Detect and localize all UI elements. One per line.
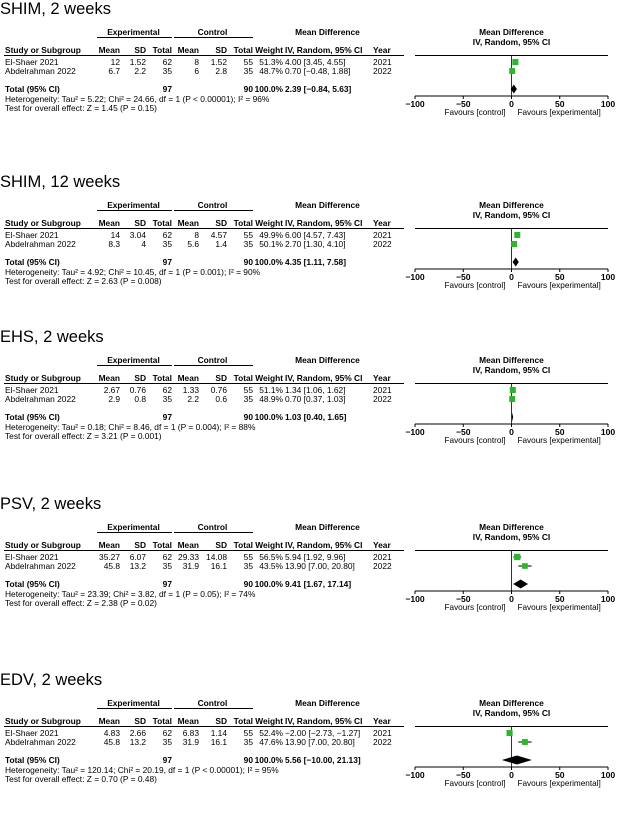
study-year: 2021 [373, 57, 392, 67]
study-c-mean: 2.2 [187, 394, 199, 404]
total-weight: 100.0% [254, 84, 283, 94]
pooled-diamond [512, 413, 513, 422]
x-tick-label: −100 [405, 427, 425, 437]
study-weight: 49.9% [259, 230, 283, 240]
study-c-mean: 6.83 [182, 728, 199, 738]
study-e-total: 62 [162, 57, 172, 67]
study-point [511, 241, 517, 247]
study-c-total: 35 [243, 561, 253, 571]
study-c-total: 55 [243, 230, 253, 240]
study-year: 2021 [373, 728, 392, 738]
weight-header: Weight [255, 540, 283, 550]
study-e-total: 62 [162, 552, 172, 562]
c-sd-header: SD [215, 218, 227, 228]
total-weight: 100.0% [254, 257, 283, 267]
experimental-header: Experimental [107, 522, 160, 532]
forest-mean-difference-header: Mean Difference [479, 355, 544, 365]
total-e-total: 97 [162, 755, 172, 765]
panel-title: SHIM, 2 weeks [0, 0, 111, 18]
total-label: Total (95% CI) [5, 84, 60, 94]
study-e-mean: 2.9 [108, 394, 120, 404]
favours-control-label: Favours [control] [444, 436, 506, 445]
study-point [510, 387, 516, 393]
favours-experimental-label: Favours [experimental] [517, 281, 601, 290]
pooled-diamond [513, 258, 519, 267]
x-tick-label: −50 [455, 770, 471, 780]
pooled-diamond [502, 756, 532, 765]
heterogeneity-text: Heterogeneity: Tau² = 0.18; Chi² = 8.46, df = 1 (P = 0.004); I² = 88% [5, 422, 256, 432]
study-c-total: 55 [243, 385, 253, 395]
weight-header: Weight [255, 716, 283, 726]
study-c-mean: 1.33 [182, 385, 199, 395]
x-tick-label: 50 [554, 594, 565, 604]
control-header: Control [197, 522, 228, 532]
study-year: 2021 [373, 230, 392, 240]
study-c-sd: 4.57 [210, 230, 227, 240]
total-e-total: 97 [162, 579, 172, 589]
forest-panel [0, 671, 625, 821]
weight-header: Weight [255, 45, 283, 55]
study-study: Abdelrahman 2022 [5, 66, 76, 76]
experimental-header: Experimental [107, 698, 160, 708]
study-header: Study or Subgroup [5, 540, 81, 550]
forest-method-header: IV, Random, 95% CI [472, 210, 551, 220]
mean-difference-header: Mean Difference [295, 200, 360, 210]
study-ci: 5.94 [1.92, 9.96] [285, 552, 346, 562]
heterogeneity-text: Heterogeneity: Tau² = 23.39; Chi² = 3.82, df = 1 (P = 0.05); I² = 74% [5, 589, 256, 599]
study-c-total: 55 [243, 57, 253, 67]
forest-mean-difference-header: Mean Difference [479, 522, 544, 532]
e-total-header: Total [152, 218, 172, 228]
total-ci: 2.39 [−0.84, 5.63] [285, 84, 352, 94]
total-c-total: 90 [243, 84, 253, 94]
total-ci: 1.03 [0.40, 1.65] [285, 412, 347, 422]
study-e-sd: 2.2 [134, 66, 146, 76]
study-header: Study or Subgroup [5, 218, 81, 228]
x-tick-label: 0 [509, 594, 514, 604]
forest-method-header: IV, Random, 95% CI [472, 37, 551, 47]
e-mean-header: Mean [98, 540, 120, 550]
study-e-mean: 35.27 [99, 552, 120, 562]
study-year: 2022 [373, 394, 392, 404]
overall-effect-text: Test for overall effect: Z = 2.63 (P = 0.008) [5, 276, 162, 286]
study-weight: 51.1% [259, 385, 283, 395]
study-ci: −2.00 [−2.73, −1.27] [285, 728, 361, 738]
study-study: El-Shaer 2021 [5, 385, 59, 395]
panel-title: PSV, 2 weeks [0, 495, 102, 513]
study-study: El-Shaer 2021 [5, 728, 59, 738]
total-ci: 4.35 [1.11, 7.58] [285, 257, 346, 267]
study-study: Abdelrahman 2022 [5, 394, 76, 404]
total-c-total: 90 [243, 412, 253, 422]
study-weight: 47.6% [259, 737, 283, 747]
total-ci: 9.41 [1.67, 17.14] [285, 579, 352, 589]
e-sd-header: SD [134, 45, 146, 55]
study-e-total: 35 [162, 66, 172, 76]
total-ci: 5.56 [−10.00, 21.13] [285, 755, 361, 765]
year-header: Year [373, 45, 391, 55]
e-total-header: Total [152, 716, 172, 726]
e-total-header: Total [152, 373, 172, 383]
study-study: Abdelrahman 2022 [5, 561, 76, 571]
e-sd-header: SD [134, 373, 146, 383]
favours-experimental-label: Favours [experimental] [517, 603, 601, 612]
overall-effect-text: Test for overall effect: Z = 0.70 (P = 0.48) [5, 774, 157, 784]
heterogeneity-text: Heterogeneity: Tau² = 120.14; Chi² = 20.19, df = 1 (P < 0.00001); I² = 95% [5, 765, 279, 775]
total-c-total: 90 [243, 257, 253, 267]
study-e-total: 35 [162, 561, 172, 571]
study-e-mean: 45.8 [103, 561, 120, 571]
study-study: Abdelrahman 2022 [5, 239, 76, 249]
year-header: Year [373, 218, 391, 228]
e-sd-header: SD [134, 716, 146, 726]
study-c-mean: 31.9 [182, 737, 199, 747]
x-tick-label: 50 [554, 427, 565, 437]
x-tick-label: 50 [554, 272, 565, 282]
c-mean-header: Mean [177, 45, 199, 55]
study-e-sd: 13.2 [129, 561, 146, 571]
forest-plot [0, 0, 625, 150]
study-study: El-Shaer 2021 [5, 230, 59, 240]
control-header: Control [197, 355, 228, 365]
c-total-header: Total [233, 716, 253, 726]
c-mean-header: Mean [177, 540, 199, 550]
heterogeneity-text: Heterogeneity: Tau² = 4.92; Chi² = 10.45, df = 1 (P = 0.001); I² = 90% [5, 267, 261, 277]
x-tick-label: −50 [455, 427, 471, 437]
total-weight: 100.0% [254, 755, 283, 765]
study-c-sd: 0.76 [210, 385, 227, 395]
x-tick-label: −100 [405, 594, 425, 604]
forest-plot [0, 671, 625, 821]
favours-control-label: Favours [control] [444, 281, 506, 290]
study-e-total: 35 [162, 239, 172, 249]
favours-control-label: Favours [control] [444, 603, 506, 612]
e-total-header: Total [152, 540, 172, 550]
study-e-mean: 8.3 [108, 239, 120, 249]
study-c-sd: 1.52 [210, 57, 227, 67]
study-e-sd: 6.07 [129, 552, 146, 562]
total-label: Total (95% CI) [5, 755, 60, 765]
forest-mean-difference-header: Mean Difference [479, 698, 544, 708]
favours-experimental-label: Favours [experimental] [517, 108, 601, 117]
study-e-total: 35 [162, 737, 172, 747]
overall-effect-text: Test for overall effect: Z = 3.21 (P = 0.001) [5, 431, 162, 441]
study-year: 2022 [373, 737, 392, 747]
control-header: Control [197, 200, 228, 210]
total-label: Total (95% CI) [5, 257, 60, 267]
e-sd-header: SD [134, 540, 146, 550]
study-c-mean: 29.33 [178, 552, 199, 562]
forest-panel [0, 0, 625, 150]
study-ci: 4.00 [3.45, 4.55] [285, 57, 346, 67]
method-header: IV, Random, 95% CI [285, 45, 363, 55]
study-c-sd: 1.4 [215, 239, 227, 249]
study-ci: 13.90 [7.00, 20.80] [285, 561, 355, 571]
method-header: IV, Random, 95% CI [285, 716, 363, 726]
panel-title: EDV, 2 weeks [0, 671, 103, 689]
total-weight: 100.0% [254, 412, 283, 422]
total-label: Total (95% CI) [5, 579, 60, 589]
x-tick-label: 100 [600, 770, 616, 780]
forest-method-header: IV, Random, 95% CI [472, 532, 551, 542]
study-c-total: 35 [243, 66, 253, 76]
study-e-sd: 4 [141, 239, 146, 249]
study-weight: 43.5% [259, 561, 283, 571]
control-header: Control [197, 27, 228, 37]
forest-plot [0, 173, 625, 323]
study-ci: 13.90 [7.00, 20.80] [285, 737, 355, 747]
study-e-sd: 0.8 [134, 394, 146, 404]
c-sd-header: SD [215, 45, 227, 55]
e-mean-header: Mean [98, 45, 120, 55]
favours-control-label: Favours [control] [444, 779, 506, 788]
control-header: Control [197, 698, 228, 708]
total-e-total: 97 [162, 257, 172, 267]
e-total-header: Total [152, 45, 172, 55]
forest-plot [0, 328, 625, 478]
study-e-sd: 13.2 [129, 737, 146, 747]
study-c-sd: 16.1 [210, 737, 227, 747]
study-header: Study or Subgroup [5, 373, 81, 383]
x-tick-label: 100 [600, 427, 616, 437]
study-c-total: 55 [243, 552, 253, 562]
c-mean-header: Mean [177, 218, 199, 228]
study-e-sd: 1.52 [129, 57, 146, 67]
x-tick-label: 100 [600, 272, 616, 282]
study-c-total: 35 [243, 394, 253, 404]
study-point [514, 232, 520, 238]
study-year: 2022 [373, 239, 392, 249]
pooled-diamond [513, 580, 528, 589]
study-c-mean: 8 [194, 230, 199, 240]
study-weight: 51.3% [259, 57, 283, 67]
x-tick-label: 0 [509, 770, 514, 780]
study-e-total: 62 [162, 728, 172, 738]
experimental-header: Experimental [107, 355, 160, 365]
study-c-mean: 8 [194, 57, 199, 67]
study-e-mean: 14 [110, 230, 120, 240]
study-c-sd: 2.8 [215, 66, 227, 76]
experimental-header: Experimental [107, 27, 160, 37]
study-point [514, 554, 520, 560]
year-header: Year [373, 716, 391, 726]
study-year: 2021 [373, 385, 392, 395]
year-header: Year [373, 540, 391, 550]
forest-method-header: IV, Random, 95% CI [472, 365, 551, 375]
study-c-sd: 0.6 [215, 394, 227, 404]
c-total-header: Total [233, 45, 253, 55]
study-c-mean: 5.6 [187, 239, 199, 249]
overall-effect-text: Test for overall effect: Z = 2.38 (P = 0.02) [5, 598, 157, 608]
study-e-mean: 4.83 [103, 728, 120, 738]
forest-method-header: IV, Random, 95% CI [472, 708, 551, 718]
study-e-total: 62 [162, 385, 172, 395]
x-tick-label: 100 [600, 594, 616, 604]
study-c-sd: 14.08 [206, 552, 227, 562]
study-e-total: 62 [162, 230, 172, 240]
study-point [522, 739, 528, 745]
study-e-sd: 2.66 [129, 728, 146, 738]
study-study: Abdelrahman 2022 [5, 737, 76, 747]
weight-header: Weight [255, 218, 283, 228]
total-c-total: 90 [243, 755, 253, 765]
x-tick-label: 0 [509, 99, 514, 109]
weight-header: Weight [255, 373, 283, 383]
e-mean-header: Mean [98, 218, 120, 228]
panel-title: SHIM, 12 weeks [0, 173, 121, 191]
study-header: Study or Subgroup [5, 716, 81, 726]
study-year: 2022 [373, 561, 392, 571]
year-header: Year [373, 373, 391, 383]
study-point [522, 563, 528, 569]
total-label: Total (95% CI) [5, 412, 60, 422]
study-weight: 50.1% [259, 239, 283, 249]
method-header: IV, Random, 95% CI [285, 540, 363, 550]
study-c-sd: 16.1 [210, 561, 227, 571]
forest-panel [0, 495, 625, 645]
method-header: IV, Random, 95% CI [285, 218, 363, 228]
study-ci: 1.34 [1.06, 1.62] [285, 385, 346, 395]
forest-panel [0, 173, 625, 323]
c-total-header: Total [233, 373, 253, 383]
study-c-sd: 1.14 [210, 728, 227, 738]
c-sd-header: SD [215, 540, 227, 550]
forest-mean-difference-header: Mean Difference [479, 27, 544, 37]
study-weight: 52.4% [259, 728, 283, 738]
study-year: 2021 [373, 552, 392, 562]
forest-mean-difference-header: Mean Difference [479, 200, 544, 210]
study-study: El-Shaer 2021 [5, 552, 59, 562]
x-tick-label: 0 [509, 427, 514, 437]
experimental-header: Experimental [107, 200, 160, 210]
x-tick-label: 50 [554, 99, 565, 109]
x-tick-label: 0 [509, 272, 514, 282]
x-tick-label: −50 [455, 594, 471, 604]
study-point [509, 68, 515, 74]
study-point [509, 396, 515, 402]
study-ci: 2.70 [1.30, 4.10] [285, 239, 346, 249]
x-tick-label: −100 [405, 770, 425, 780]
x-tick-label: −50 [455, 272, 471, 282]
c-total-header: Total [233, 218, 253, 228]
study-e-sd: 3.04 [129, 230, 146, 240]
e-mean-header: Mean [98, 373, 120, 383]
study-e-mean: 2.67 [103, 385, 120, 395]
heterogeneity-text: Heterogeneity: Tau² = 5.22; Chi² = 24.66, df = 1 (P < 0.00001); I² = 96% [5, 94, 270, 104]
study-ci: 6.00 [4.57, 7.43] [285, 230, 346, 240]
overall-effect-text: Test for overall effect: Z = 1.45 (P = 0.15) [5, 103, 157, 113]
study-header: Study or Subgroup [5, 45, 81, 55]
mean-difference-header: Mean Difference [295, 27, 360, 37]
study-c-total: 35 [243, 737, 253, 747]
study-c-total: 55 [243, 728, 253, 738]
x-tick-label: −100 [405, 272, 425, 282]
study-c-mean: 6 [194, 66, 199, 76]
study-point [512, 59, 518, 65]
total-weight: 100.0% [254, 579, 283, 589]
study-ci: 0.70 [−0.48, 1.88] [285, 66, 351, 76]
panel-title: EHS, 2 weeks [0, 328, 104, 346]
mean-difference-header: Mean Difference [295, 355, 360, 365]
total-c-total: 90 [243, 579, 253, 589]
study-weight: 56.5% [259, 552, 283, 562]
study-point [507, 730, 513, 736]
e-sd-header: SD [134, 218, 146, 228]
study-year: 2022 [373, 66, 392, 76]
c-mean-header: Mean [177, 716, 199, 726]
total-e-total: 97 [162, 84, 172, 94]
method-header: IV, Random, 95% CI [285, 373, 363, 383]
mean-difference-header: Mean Difference [295, 698, 360, 708]
c-mean-header: Mean [177, 373, 199, 383]
e-mean-header: Mean [98, 716, 120, 726]
study-ci: 0.70 [0.37, 1.03] [285, 394, 346, 404]
forest-panel [0, 328, 625, 478]
favours-control-label: Favours [control] [444, 108, 506, 117]
study-c-mean: 31.9 [182, 561, 199, 571]
c-total-header: Total [233, 540, 253, 550]
study-weight: 48.7% [259, 66, 283, 76]
study-weight: 48.9% [259, 394, 283, 404]
x-tick-label: 100 [600, 99, 616, 109]
total-e-total: 97 [162, 412, 172, 422]
study-e-total: 35 [162, 394, 172, 404]
favours-experimental-label: Favours [experimental] [517, 436, 601, 445]
x-tick-label: −50 [455, 99, 471, 109]
forest-plot [0, 495, 625, 645]
mean-difference-header: Mean Difference [295, 522, 360, 532]
study-e-mean: 12 [110, 57, 120, 67]
c-sd-header: SD [215, 716, 227, 726]
study-e-sd: 0.76 [129, 385, 146, 395]
x-tick-label: 50 [554, 770, 565, 780]
favours-experimental-label: Favours [experimental] [517, 779, 601, 788]
study-e-mean: 45.8 [103, 737, 120, 747]
x-tick-label: −100 [405, 99, 425, 109]
study-e-mean: 6.7 [108, 66, 120, 76]
study-c-total: 35 [243, 239, 253, 249]
study-study: El-Shaer 2021 [5, 57, 59, 67]
c-sd-header: SD [215, 373, 227, 383]
